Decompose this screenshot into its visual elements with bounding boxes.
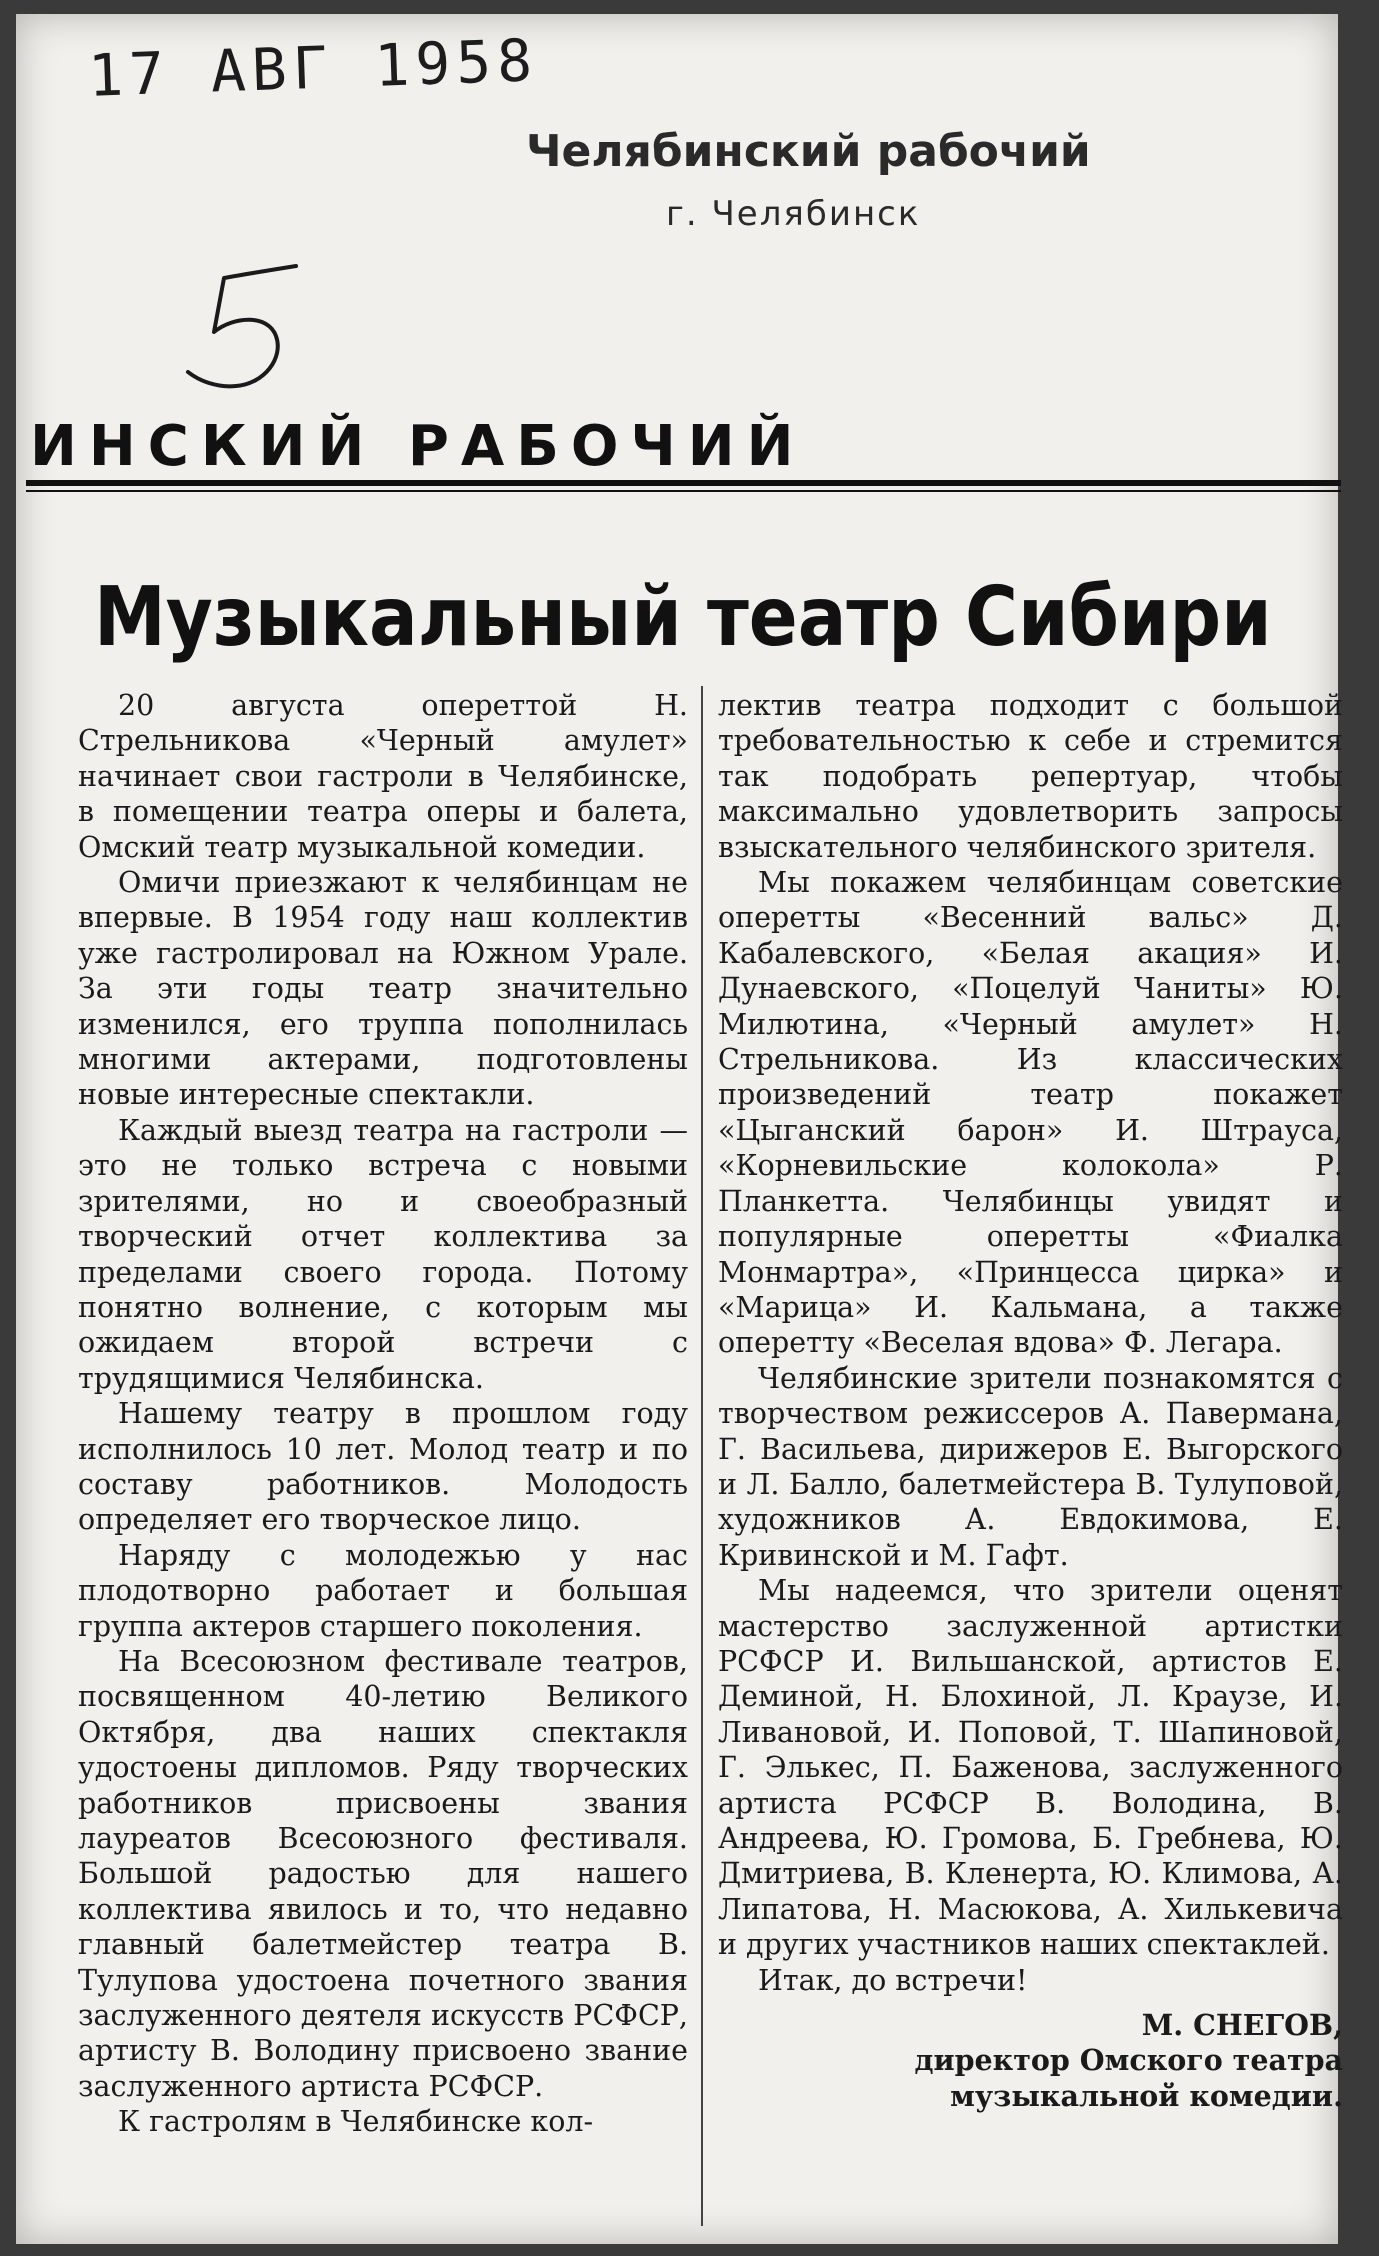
paragraph: На Всесоюзном фестивале театров, посвященном 40-летию Великого Октября, два наших спектакля удостоены дипломов. Ряду творческих работников присвоены звания лауреатов Всесоюзного фестиваля. Большой радостью для нашего коллектива явилось и то, что недавно главный балетмейстер театра В. Тулупова удостоена почетного звания заслуженного деятеля искусств РСФСР, артисту В. Володину присвоено звание заслуженного артиста РСФСР.: [78, 1644, 688, 2103]
paragraph: Итак, до встречи!: [758, 1963, 1028, 1997]
handwritten-number-5: [176, 254, 306, 394]
masthead-rule-thin: [26, 490, 1341, 492]
paragraph: Челябинские зрители познакомятся с творчеством режиссеров А. Павермана, Г. Васильева, дирижеров Е. Выгорского и Л. Балло, балетмейстера В. Тулуповой, художников А. Евдокимова, Е. Кривинской и М. Гафт.: [718, 1361, 1343, 1572]
paragraph: Мы покажем челябинцам советские оперетты «Весенний вальс» Д. Кабалевского, «Белая акация» И. Дунаевского, «Поцелуй Чаниты» Ю. Милютина, «Черный амулет» Н. Стрельникова. Из классических произведений театр покажет «Цыганский барон» И. Штрауса, «Корневильские колокола» Р. Планкетта. Челябинцы увидят и популярные оперетты «Фиалка Монмартра», «Принцесса цирка» и «Марица» И. Кальмана, а также оперетту «Веселая вдова» Ф. Легара.: [718, 866, 1343, 1360]
paragraph: лектив театра подходит с большой требовательностью к себе и стремится так подобрать репертуар, чтобы максимально удовлетворить запросы взыскательного челябинского зрителя.: [718, 689, 1343, 864]
newspaper-masthead: ИНСКИЙ РАБОЧИЙ: [30, 414, 806, 479]
article-headline: Музыкальный театр Сибири: [94, 570, 1272, 665]
date-stamp: 17 АВГ 1958: [86, 26, 540, 110]
paragraph: Нашему театру в прошлом году исполнилось 10 лет. Молод театр и по составу работников. Молодость определяет его творческое лицо.: [78, 1397, 688, 1537]
column-divider: [701, 686, 703, 2226]
author-role: директор Омского театра музыкальной комедии.: [914, 2043, 1343, 2113]
article-column-left: [78, 688, 688, 2140]
paragraph: 20 августа опереттой Н. Стрельникова «Черный амулет» начинает свои гастроли в Челябинске, в помещении театра оперы и балета, Омский театр музыкальной комедии.: [78, 689, 688, 864]
article-column-right: [718, 688, 1343, 2114]
city-stamp: г. Челябинск: [666, 194, 921, 234]
masthead-rule: [26, 480, 1341, 486]
newspaper-clipping: [16, 14, 1343, 2244]
paragraph: Наряду с молодежью у нас плодотворно работает и большая группа актеров старшего поколения.: [78, 1538, 688, 1643]
paragraph: К гастролям в Челябинске кол-: [118, 2105, 594, 2139]
paragraph: Каждый выезд театра на гастроли — это не только встреча с новыми зрителями, но и своеобразный творческий отчет коллектива за пределами своего города. Потому понятно волнение, с которым мы ожидаем второй встречи с трудящимися Челябинска.: [78, 1113, 688, 1395]
paragraph: Омичи приезжают к челябинцам не впервые. В 1954 году наш коллектив уже гастролировал на Южном Урале. За эти годы театр значительно изменился, его труппа пополнилась многими актерами, подготовлены новые интересные спектакли.: [78, 866, 688, 1112]
author-signature: М. СНЕГОВ,: [1141, 2008, 1343, 2043]
paragraph: Мы надеемся, что зрители оценят мастерство заслуженной артистки РСФСР И. Вильшанской, артистов Е. Деминой, Н. Блохиной, Л. Краузе, И. Ливановой, И. Поповой, Т. Шапиновой, Г. Элькес, П. Баженова, заслуженного артиста РСФСР В. Володина, В. Андреева, Ю. Громова, Б. Гребнева, Ю. Дмитриева, В. Кленерта, Ю. Климова, А. Липатова, Н. Масюкова, А. Хилькевича и других участников наших спектаклей.: [718, 1574, 1343, 1962]
newspaper-name-stamp: Челябинский рабочий: [526, 126, 1091, 177]
